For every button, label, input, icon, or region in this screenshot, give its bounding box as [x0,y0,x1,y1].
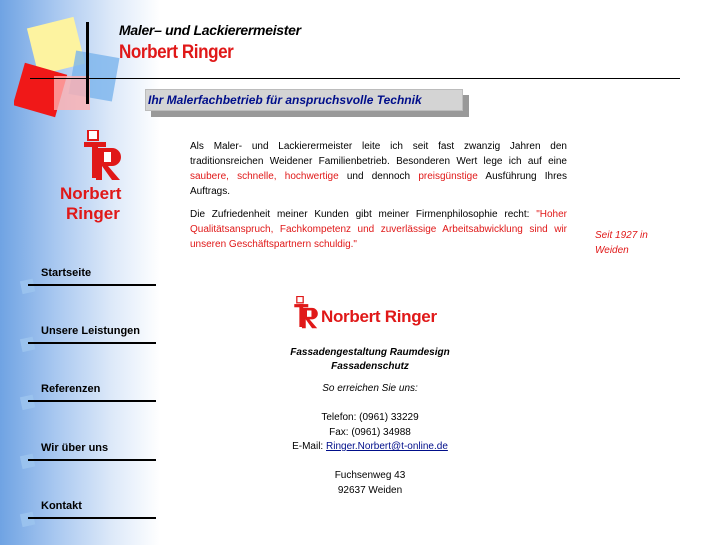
brush-t-icon [293,296,321,330]
nav-item-kontakt[interactable] [18,500,158,530]
since-line-1: Seit 1927 in [595,230,648,241]
nav-label-referenzen: Referenzen [41,383,101,395]
intro-highlight-quality: saubere, schnelle, hochwertige [190,171,339,182]
intro-text-segment: und dennoch [338,171,419,182]
intro-paragraph-2 [190,207,567,252]
contact-email-row [240,440,500,454]
nav-label-kontakt: Kontakt [41,500,82,512]
logo-text-first: Norbert [60,184,122,203]
intro-paragraph-1 [190,139,567,199]
nav-bullet-icon [18,450,40,472]
nav-label-startseite: Startseite [41,267,92,279]
intro-text-segment: Ausführung Ihres Auftrags. [190,171,567,197]
intro-text [190,139,567,260]
nav-bullet-icon [18,508,40,530]
nav-bullet-icon [18,391,40,413]
email-label: E-Mail: [292,441,326,452]
since-note [595,228,648,258]
intro-philosophy-quote: "Hoher Qualitätsanspruch, Fachkompetenz und zuverlässige Arbeitsabwicklung sind wir unseren Geschäftspartnern schuldig." [190,209,567,250]
brush-t-icon [82,130,126,182]
contact-company-name: Norbert Ringer [321,307,437,326]
reach-us-heading: So erreichen Sie uns: [322,383,418,394]
nav-underline [28,400,156,402]
nav-underline [28,284,156,286]
services-line-1: Fassadengestaltung Raumdesign [290,347,450,358]
tagline-banner: Ihr Malerfachbetrieb für anspruchsvolle Technik [145,89,463,111]
contact-logo [293,296,463,332]
nav-bullet-icon [18,275,40,297]
logo-text-last: Ringer [66,204,120,223]
nav-label-wir-ueber-uns: Wir über uns [41,442,109,454]
company-logo [60,130,140,225]
nav-bullet-icon [18,333,40,355]
nav-item-referenzen[interactable] [18,383,158,413]
contact-fax: Fax: (0961) 34988 [329,427,411,438]
nav-label-unsere-leistungen: Unsere Leistungen [41,325,141,337]
header-decoration [14,14,124,134]
header-company-name: Norbert Ringer [119,42,234,63]
contact-street: Fuchsenweg 43 [334,470,406,481]
contact-phone: Telefon: (0961) 33229 [321,412,419,423]
services-line-2: Fassadenschutz [331,361,409,372]
intro-text-segment: Als Maler- und Lackierermeister leite ich seit fast zwanzig Jahren den traditionsreichen Weidener Familienbetrieb. Besonderen Wert lege ich auf eine [190,141,567,167]
nav-item-wir-ueber-uns[interactable] [18,442,158,472]
header-vertical-rule [86,22,89,104]
intro-text-segment: Die Zufriedenheit meiner Kunden gibt meiner Firmenphilosophie recht: [190,209,537,220]
header-subtitle: Maler– und Lackierermeister [119,22,301,38]
nav-underline [28,342,156,344]
since-line-2: Weiden [595,245,629,256]
email-link[interactable]: Ringer.Norbert@t-online.de [326,441,448,452]
intro-highlight-price: preisgünstige [418,171,478,182]
nav-item-unsere-leistungen[interactable] [18,325,158,355]
header-horizontal-rule [30,78,680,79]
nav-item-startseite[interactable] [18,267,158,297]
contact-city: 92637 Weiden [337,485,403,496]
nav-underline [28,459,156,461]
nav-underline [28,517,156,519]
